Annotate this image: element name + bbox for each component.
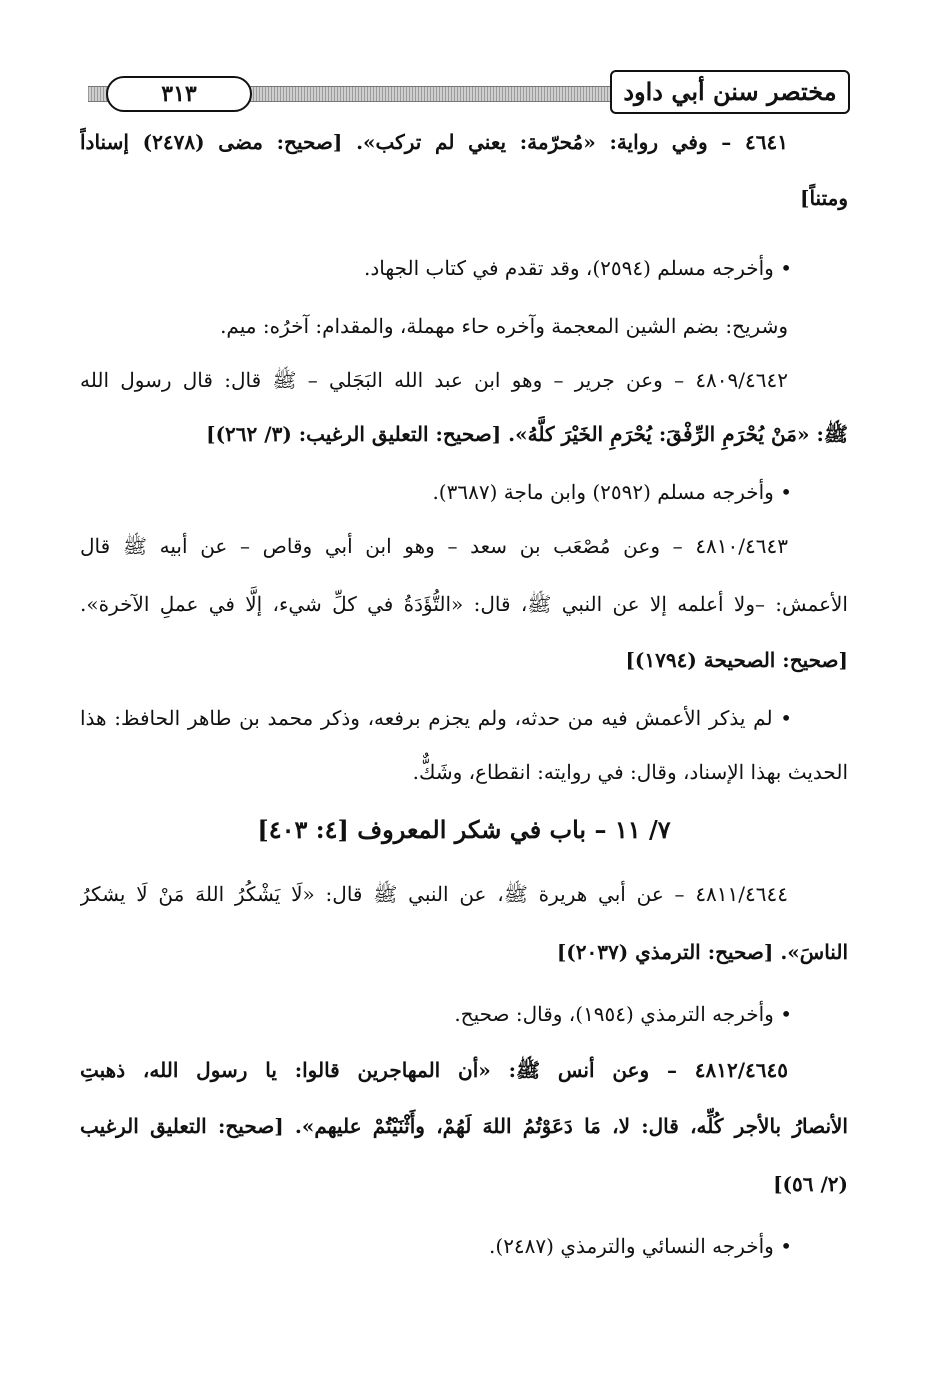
page-number: ٣١٣ xyxy=(106,76,252,112)
text-line: • لم يذكر الأعمش فيه من حدثه، ولم يجزم برفعه، وذكر محمد بن طاهر الحافظ: هذا xyxy=(80,706,792,730)
text-line: ٤٨١٢/٤٦٤٥ – وعن أنس ﷺ: «أن المهاجرين قالوا: يا رسول الله، ذهبتِ xyxy=(80,1058,788,1082)
text-line: ﷺ: «مَنْ يُحْرَمِ الرِّفْقَ: يُحْرَمِ الخَيْرَ كلَّهُ». [صحيح: التعليق الرغيب: (٣/ ٢٦٢)] xyxy=(206,422,848,446)
text-line: ٤٨٠٩/٤٦٤٢ – وعن جرير – وهو ابن عبد الله البَجَلي – ﷺ قال: قال رسول الله xyxy=(80,368,788,392)
text-line: ومتناً] xyxy=(800,186,848,210)
text-line: الحديث بهذا الإسناد، وقال: في روايته: انقطاع، وشَكٌّ. xyxy=(412,760,848,784)
text-line: [صحيح: الصحيحة (١٧٩٤)] xyxy=(625,648,848,672)
text-line: ٤٨١٠/٤٦٤٣ – وعن مُصْعَب بن سعد – وهو ابن أبي وقاص – عن أبيه ﷺ قال xyxy=(80,534,788,558)
chapter-heading: ٧/ ١١ – باب في شكر المعروف [٤: ٤٠٣] xyxy=(257,815,671,844)
page-header xyxy=(78,68,850,116)
text-line: (٢/ ٥٦)] xyxy=(773,1172,848,1196)
text-line: • وأخرجه النسائي والترمذي (٢٤٨٧). xyxy=(489,1234,792,1258)
text-line: ٤٦٤١ – وفي رواية: «مُحرّمة: يعني لم تركب». [صحيح: مضى (٢٤٧٨) إسناداً xyxy=(80,130,788,154)
text-line: الناسَ». [صحيح: الترمذي (٢٠٣٧)] xyxy=(556,940,848,964)
text-line: • وأخرجه مسلم (٢٥٩٤)، وقد تقدم في كتاب الجهاد. xyxy=(364,256,792,280)
text-line: • وأخرجه مسلم (٢٥٩٢) وابن ماجة (٣٦٨٧). xyxy=(432,480,792,504)
book-title: مختصر سنن أبي داود xyxy=(610,70,850,114)
text-line: • وأخرجه الترمذي (١٩٥٤)، وقال: صحيح. xyxy=(454,1002,792,1026)
text-line: ٤٨١١/٤٦٤٤ – عن أبي هريرة ﷺ، عن النبي ﷺ قال: «لَا يَشْكُرُ اللهَ مَنْ لَا يشكرُ xyxy=(80,882,788,906)
text-line: الأعمش: –ولا أعلمه إلا عن النبي ﷺ، قال: «التُّؤَدَةُ في كلِّ شيء، إلَّا في عملِ الآخرة». xyxy=(80,592,848,616)
text-line: وشريح: بضم الشين المعجمة وآخره حاء مهملة، والمقدام: آخرُه: ميم. xyxy=(220,314,788,338)
text-line: الأنصارُ بالأجر كُلِّه، قال: لا، مَا دَعَوْتُمُ اللهَ لَهُمْ، وأَثْنَيْتُمْ عليهم». [صحيح: التعليق الرغيب xyxy=(80,1114,848,1138)
